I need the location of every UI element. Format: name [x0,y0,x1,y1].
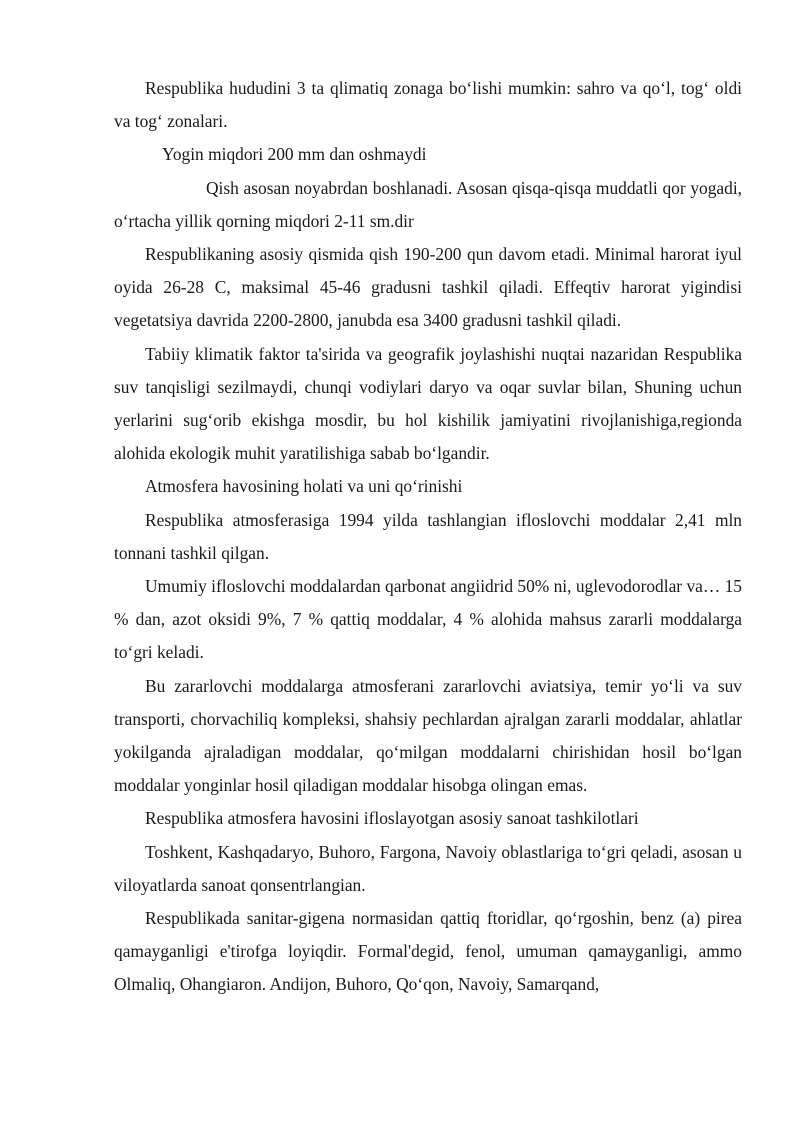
document-page [114,72,742,1002]
paragraph-precipitation: Yogin miqdori 200 mm dan oshmaydi [162,144,427,165]
paragraph-winter: Qish asosan noyabrdan boshlanadi. Asosan qisqa-qisqa muddatli qor yogadi, o‘rtacha yillik qorning miqdori 2-11 sm.dir [114,177,742,231]
paragraph-pollutant-shares: Umumiy ifloslovchi moddalardan qarbonat angiidrid 50% ni, uglevodorodlar va… 15 % dan, azot oksidi 9%, 7 % qattiq moddalar, 4 % alohida mahsus zararli moddalarga to‘gri keladi. [114,576,742,663]
paragraph-sanitary-norms: Respublikada sanitar-gigena normasidan qattiq ftoridlar, qo‘rgoshin, benz (a) pirea qamayganligi e'tirofga loyiqdir. Formal'degid, fenol, umuman qamayganligi, ammo Olmaliq, Ohangiaron. Andijon, Buhoro, Qo‘qon, Navoiy, Samarqand, [114,908,742,995]
section-heading-atmosphere: Atmosfera havosining holati va uni qo‘rinishi [145,476,463,497]
paragraph-temperature: Respublikaning asosiy qismida qish 190-200 qun davom etadi. Minimal harorat iyul oyida 26-28 C, maksimal 45-46 gradusni tashkil qiladi. Effeqtiv harorat yigindisi vegetatsiya davrida 2200-2800, janubda esa 3400 gradusni tashkil qiladi. [114,244,742,331]
paragraph-excluded-sources: Bu zararlovchi moddalarga atmosferani zararlovchi aviatsiya, temir yo‘li va suv transporti, chorvachiliq kompleksi, shahsiy pechlardan ajralgan zararli moddalar, ahlatlar yokilganda ajraladigan moddalar, qo‘milgan moddalarni chirishidan hosil bo‘lgan moddalar yonginlar hosil qiladigan moddalar hisobga olingan emas. [114,675,742,796]
section-heading-industry: Respublika atmosfera havosini ifloslayotgan asosiy sanoat tashkilotlari [145,808,639,829]
paragraph-water-resources: Tabiiy klimatik faktor ta'sirida va geografik joylashishi nuqtai nazaridan Respublika suv tanqisligi sezilmaydi, chunqi vodiylari daryo va oqar suvlar bilan, Shuning uchun yerlarini sug‘orib ekishga mosdir, bu hol kishilik jamiyatini rivojlanishiga,regionda alohida ekologik muhit yaratilishiga sabab bo‘lgandir. [114,343,742,464]
paragraph-regions: Toshkent, Kashqadaryo, Buhoro, Fargona, Navoiy oblastlariga to‘gri qeladi, asosan u viloyatlarda sanoat qonsentrlangian. [114,841,742,895]
paragraph-climate-zones: Respublika hududini 3 ta qlimatiq zonaga bo‘lishi mumkin: sahro va qo‘l, tog‘ oldi va tog‘ zonalari. [114,78,742,132]
paragraph-emissions-1994: Respublika atmosferasiga 1994 yilda tashlangian ifloslovchi moddalar 2,41 mln tonnani tashkil qilgan. [114,509,742,563]
